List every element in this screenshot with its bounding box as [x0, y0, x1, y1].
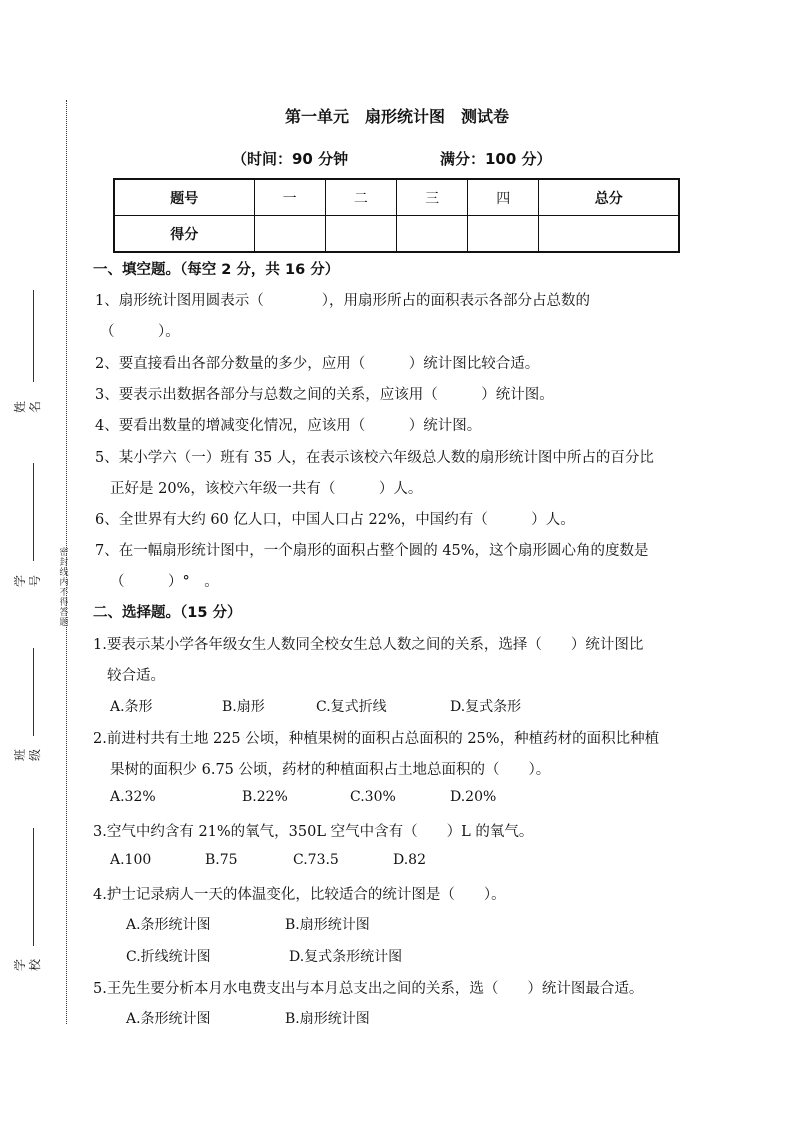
page-title: 第一单元 扇形统计图 测试卷 — [284, 107, 509, 126]
name-label: 姓名 — [13, 401, 42, 414]
question-line: 3.空气中约含有 21%的氧气，350L 空气中含有（ ）L 的氧气。 — [93, 824, 534, 840]
option-c[interactable]: C.折线统计图 — [126, 949, 211, 965]
section-heading-multiple-choice: 二、选择题。（15 分） — [93, 605, 242, 621]
name-underline — [33, 290, 34, 382]
question-line: 7、在一幅扇形统计图中，一个扇形的面积占整个圆的 45%，这个扇形圆心角的度数是 — [95, 543, 649, 559]
id-underline — [33, 463, 34, 561]
option-d[interactable]: D.20% — [450, 789, 497, 805]
score-table-header-row — [114, 179, 679, 216]
question-line: 6、全世界有大约 60 亿人口，中国人口占 22%，中国约有（ ）人。 — [95, 512, 575, 528]
column-header-total: 总分 — [539, 179, 679, 216]
seal-notice: 密封线内不得答题 — [59, 548, 69, 628]
question-line: 4、要看出数量的增减变化情况，应该用（ ）统计图。 — [95, 418, 482, 434]
option-d[interactable]: D.复式条形统计图 — [289, 949, 403, 965]
column-header: 三 — [396, 179, 467, 216]
question-line: 1.要表示某小学各年级女生人数同全校女生总人数之间的关系，选择（ ）统计图比 — [93, 637, 644, 653]
question-line: 2、要直接看出各部分数量的多少，应用（ ）统计图比较合适。 — [95, 356, 540, 372]
question-line: 1、扇形统计图用圆表示（ ），用扇形所占的面积表示各部分占总数的 — [95, 293, 590, 309]
score-cell[interactable] — [396, 216, 467, 253]
class-underline — [33, 648, 34, 736]
option-c[interactable]: C.73.5 — [293, 852, 339, 868]
row-label-score: 得分 — [114, 216, 254, 253]
option-a[interactable]: A.条形统计图 — [126, 1011, 211, 1027]
question-line: 5.王先生要分析本月水电费支出与本月总支出之间的关系，选（ ）统计图最合适。 — [93, 981, 644, 997]
option-c[interactable]: C.复式折线 — [316, 699, 387, 715]
school-label: 学校 — [13, 959, 42, 972]
class-label: 班级 — [13, 749, 42, 762]
option-c[interactable]: C.30% — [350, 789, 396, 805]
option-b[interactable]: B.75 — [205, 852, 238, 868]
option-b[interactable]: B.22% — [242, 789, 288, 805]
question-line: 3、要表示出数据各部分与总数之间的关系，应该用（ ）统计图。 — [95, 387, 554, 403]
question-line: 较合适。 — [107, 668, 165, 684]
question-line: （ ）° 。 — [110, 574, 219, 590]
exam-time: （时间：90 分钟 — [232, 150, 349, 168]
question-line: 果树的面积少 6.75 公顷，药材的种植面积占土地总面积的（ ）。 — [110, 762, 551, 778]
score-table-score-row — [114, 216, 679, 253]
question-line: （ ）。 — [100, 324, 180, 340]
question-line: 正好是 20%，该校六年级一共有（ ）人。 — [110, 481, 423, 497]
option-a[interactable]: A.100 — [110, 852, 152, 868]
score-cell[interactable] — [325, 216, 396, 253]
option-d[interactable]: D.82 — [393, 852, 426, 868]
score-table — [113, 178, 680, 253]
option-a[interactable]: A.条形 — [110, 699, 153, 715]
option-b[interactable]: B.扇形统计图 — [285, 917, 370, 933]
id-label: 学号 — [13, 575, 42, 588]
option-a[interactable]: A.条形统计图 — [126, 917, 211, 933]
column-header: 一 — [254, 179, 325, 216]
column-header: 二 — [325, 179, 396, 216]
row-label-question: 题号 — [114, 179, 254, 216]
full-score: 满分：100 分） — [440, 150, 552, 168]
question-line: 2.前进村共有土地 225 公顷，种植果树的面积占总面积的 25%，种植药材的面积比种植 — [93, 731, 660, 747]
score-cell[interactable] — [254, 216, 325, 253]
school-underline — [33, 828, 34, 946]
question-line: 5、某小学六（一）班有 35 人，在表示该校六年级总人数的扇形统计图中所占的百分比 — [95, 450, 654, 466]
option-a[interactable]: A.32% — [110, 789, 156, 805]
column-header: 四 — [468, 179, 539, 216]
question-line: 4.护士记录病人一天的体温变化，比较适合的统计图是（ ）。 — [93, 887, 506, 903]
option-d[interactable]: D.复式条形 — [450, 699, 522, 715]
section-heading-fill-blank: 一、填空题。（每空 2 分，共 16 分） — [93, 262, 340, 278]
option-b[interactable]: B.扇形统计图 — [285, 1011, 370, 1027]
option-b[interactable]: B.扇形 — [222, 699, 265, 715]
score-cell[interactable] — [539, 216, 679, 253]
score-cell[interactable] — [468, 216, 539, 253]
